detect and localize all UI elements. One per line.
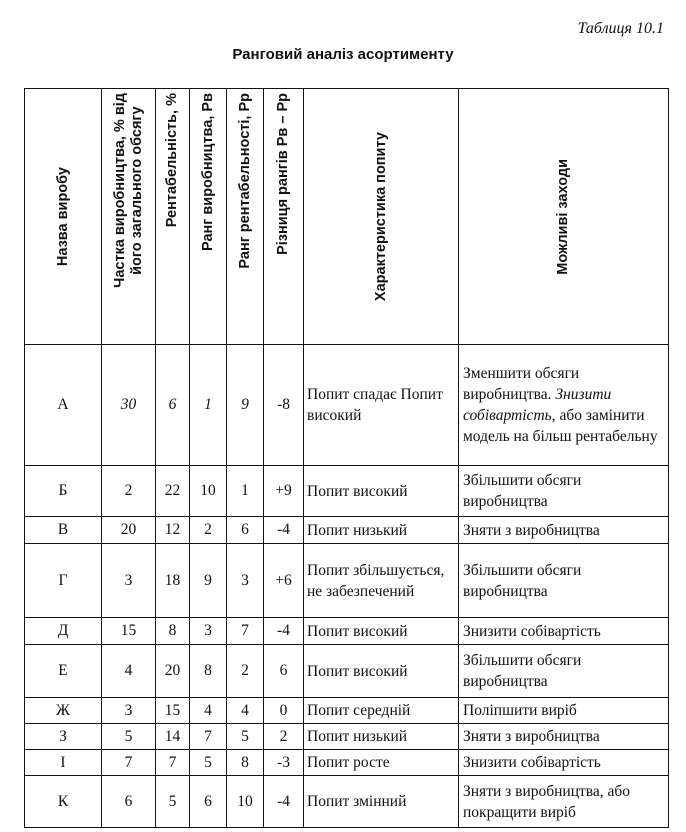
measure-line: або замінити модель на більш рентабельну	[463, 407, 658, 445]
table-row	[25, 345, 669, 466]
header-rank-prod: Ранг виробництва, Рв	[190, 89, 227, 345]
cell-demand: Попит високий	[304, 466, 459, 517]
cell-measures: Знизити собівартість	[459, 618, 669, 645]
cell-name: З	[25, 724, 102, 750]
cell-diff: -4	[264, 618, 304, 645]
cell-measures: Збільшити обсяги виробництва	[459, 645, 669, 698]
header-demand: Характеристика попиту	[304, 89, 459, 345]
table-row	[25, 645, 669, 698]
cell-rank-prod: 7	[190, 724, 227, 750]
cell-profit: 6	[156, 345, 190, 466]
table-row	[25, 776, 669, 828]
cell-diff: -4	[264, 776, 304, 828]
cell-rank-prod: 10	[190, 466, 227, 517]
table-row	[25, 517, 669, 544]
cell-share: 6	[102, 776, 156, 828]
header-rank-profit: Ранг рентабельності, Рр	[227, 89, 264, 345]
cell-share: 30	[102, 345, 156, 466]
cell-name: Ж	[25, 698, 102, 724]
cell-name: Е	[25, 645, 102, 698]
cell-rank-prod: 4	[190, 698, 227, 724]
table-row	[25, 618, 669, 645]
header-measures: Можливі заходи	[459, 89, 669, 345]
cell-measures: Поліпшити виріб	[459, 698, 669, 724]
cell-rank-profit: 10	[227, 776, 264, 828]
cell-rank-profit: 5	[227, 724, 264, 750]
cell-name: Б	[25, 466, 102, 517]
cell-measures: Зняти з виробництва	[459, 724, 669, 750]
cell-demand: Попит високий	[304, 645, 459, 698]
cell-demand: Попит змінний	[304, 776, 459, 828]
table-row	[25, 544, 669, 618]
assortment-rank-table	[24, 88, 669, 828]
cell-profit: 18	[156, 544, 190, 618]
cell-diff: +6	[264, 544, 304, 618]
cell-share: 2	[102, 466, 156, 517]
cell-rank-prod: 5	[190, 750, 227, 776]
header-row	[25, 89, 669, 345]
cell-name: К	[25, 776, 102, 828]
cell-demand: Попит низький	[304, 517, 459, 544]
measure-line: Знизити собівартість,	[463, 386, 612, 424]
cell-measures: Збільшити обсяги виробництва	[459, 544, 669, 618]
cell-share: 7	[102, 750, 156, 776]
cell-demand: Попит спадає Попит високий	[304, 345, 459, 466]
cell-demand: Попит низький	[304, 724, 459, 750]
cell-diff: 2	[264, 724, 304, 750]
cell-demand: Попит середній	[304, 698, 459, 724]
cell-measures: Зняти з виробництва, або покращити виріб	[459, 776, 669, 828]
cell-rank-profit: 8	[227, 750, 264, 776]
cell-demand: Попит високий	[304, 618, 459, 645]
header-name: Назва виробу	[25, 89, 102, 345]
table-title: Ранговий аналіз асортименту	[232, 46, 454, 63]
cell-diff: 6	[264, 645, 304, 698]
header-profit: Рентабельність, %	[156, 89, 190, 345]
cell-profit: 5	[156, 776, 190, 828]
cell-name: А	[25, 345, 102, 466]
cell-share: 3	[102, 544, 156, 618]
table-label: Таблиця 10.1	[577, 20, 664, 37]
cell-rank-prod: 8	[190, 645, 227, 698]
cell-rank-profit: 3	[227, 544, 264, 618]
cell-rank-prod: 3	[190, 618, 227, 645]
cell-name: В	[25, 517, 102, 544]
cell-measures: Зняти з виробництва	[459, 517, 669, 544]
cell-rank-profit: 1	[227, 466, 264, 517]
header-share-text: Частка виробництва, % від його загального обсягу	[111, 93, 145, 288]
cell-share: 3	[102, 698, 156, 724]
table-row	[25, 750, 669, 776]
cell-share: 5	[102, 724, 156, 750]
cell-name: Г	[25, 544, 102, 618]
cell-profit: 14	[156, 724, 190, 750]
cell-rank-profit: 6	[227, 517, 264, 544]
cell-diff: -3	[264, 750, 304, 776]
cell-share: 4	[102, 645, 156, 698]
cell-demand: Попит росте	[304, 750, 459, 776]
cell-profit: 20	[156, 645, 190, 698]
cell-profit: 22	[156, 466, 190, 517]
cell-diff: -8	[264, 345, 304, 466]
cell-rank-prod: 9	[190, 544, 227, 618]
cell-profit: 12	[156, 517, 190, 544]
cell-diff: 0	[264, 698, 304, 724]
header-rank-diff: Різниця рангів Рв – Рр	[264, 89, 304, 345]
cell-share: 20	[102, 517, 156, 544]
cell-measures: Збільшити обсяги виробництва	[459, 466, 669, 517]
cell-rank-profit: 2	[227, 645, 264, 698]
table-row	[25, 724, 669, 750]
cell-measures	[459, 345, 669, 466]
table-row	[25, 698, 669, 724]
header-share	[102, 89, 156, 345]
cell-name: І	[25, 750, 102, 776]
cell-diff: -4	[264, 517, 304, 544]
cell-diff: +9	[264, 466, 304, 517]
cell-rank-profit: 9	[227, 345, 264, 466]
cell-rank-prod: 2	[190, 517, 227, 544]
cell-profit: 7	[156, 750, 190, 776]
cell-share: 15	[102, 618, 156, 645]
cell-name: Д	[25, 618, 102, 645]
table-row	[25, 466, 669, 517]
cell-rank-profit: 7	[227, 618, 264, 645]
cell-measures: Знизити собівартість	[459, 750, 669, 776]
cell-rank-profit: 4	[227, 698, 264, 724]
cell-rank-prod: 6	[190, 776, 227, 828]
cell-rank-prod: 1	[190, 345, 227, 466]
measure-line: Зменшити обсяги виробництва.	[463, 365, 580, 403]
cell-profit: 15	[156, 698, 190, 724]
cell-profit: 8	[156, 618, 190, 645]
cell-demand: Попит збільшується, не забезпечений	[304, 544, 459, 618]
